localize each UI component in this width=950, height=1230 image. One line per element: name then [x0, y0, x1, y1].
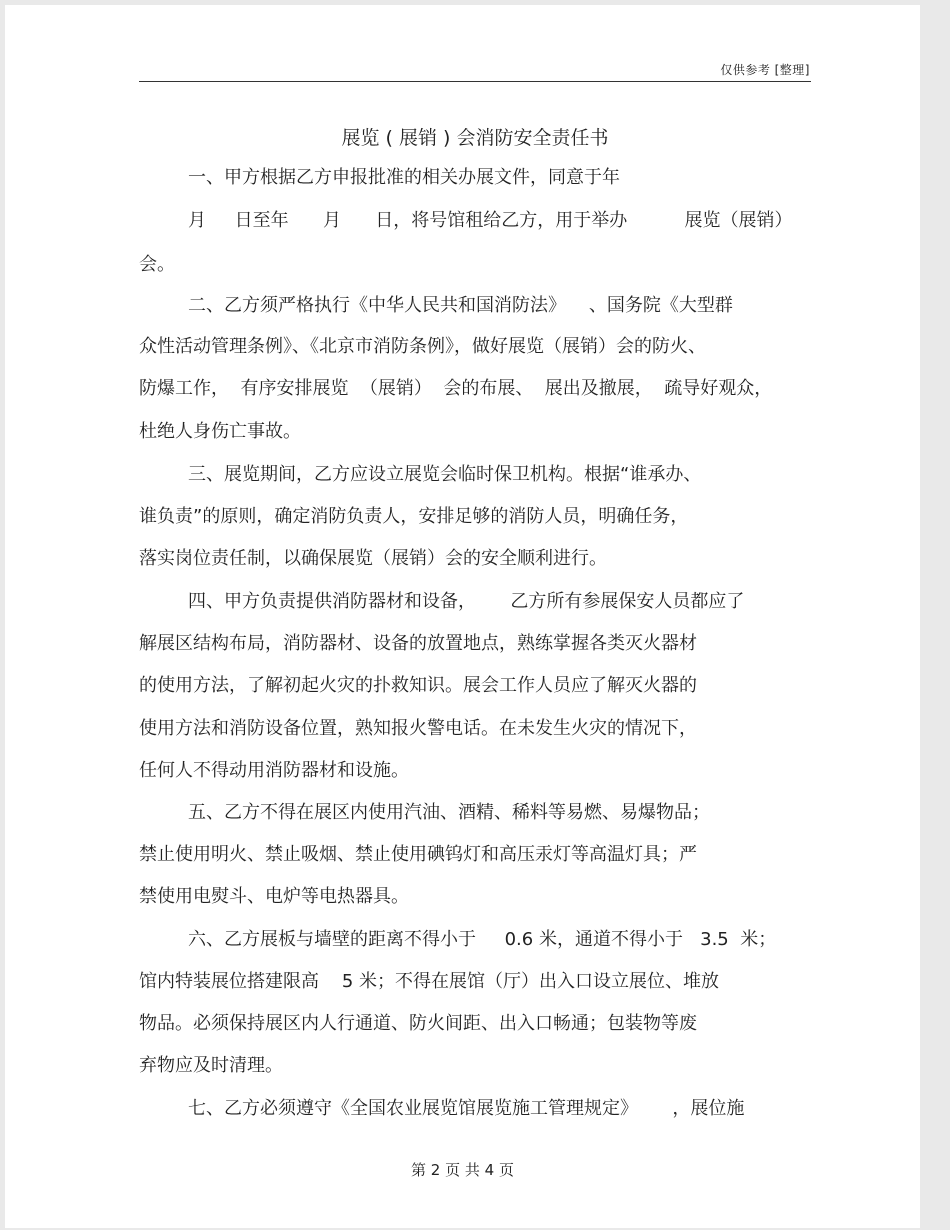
paragraph-line: 三、展览期间，乙方应设立展览会临时保卫机构。根据“谁承办、 [188, 464, 702, 485]
paragraph-line: 一、甲方根据乙方申报批准的相关办展文件，同意于年 [188, 167, 620, 188]
paragraph-line: 的使用方法，了解初起火灾的扑救知识。展会工作人员应了解灭火器的 [139, 675, 697, 696]
header-rule [139, 81, 811, 82]
paragraph-line: 七、乙方必须遵守《全国农业展览馆展览施工管理规定》 ，展位施 [188, 1098, 745, 1119]
paragraph-line: 四、甲方负责提供消防器材和设备， 乙方所有参展保安人员都应了 [188, 591, 745, 612]
paragraph-line: 会。 [139, 254, 175, 275]
paragraph-line: 谁负责”的原则，确定消防负责人，安排足够的消防人员，明确任务， [139, 506, 689, 527]
document-page [5, 5, 920, 1228]
paragraph-line: 众性活动管理条例》、《北京市消防条例》，做好展览（展销）会的防火、 [139, 336, 706, 357]
page-number: 第 2 页 共 4 页 [411, 1161, 514, 1179]
paragraph-line: 二、乙方须严格执行《中华人民共和国消防法》 、国务院《大型群 [188, 295, 733, 316]
paragraph-line: 五、乙方不得在展区内使用汽油、酒精、稀料等易燃、易爆物品； [188, 802, 710, 823]
paragraph-line: 馆内特装展位搭建限高 5 米；不得在展馆（厅）出入口设立展位、堆放 [139, 971, 720, 992]
paragraph-line: 禁止使用明火、禁止吸烟、禁止使用碘钨灯和高压汞灯等高温灯具；严 [139, 844, 697, 865]
paragraph-line: 弃物应及时清理。 [139, 1055, 283, 1076]
paragraph-line: 任何人不得动用消防器材和设施。 [139, 760, 409, 781]
paragraph-line: 解展区结构布局，消防器材、设备的放置地点，熟练掌握各类灭火器材 [139, 633, 697, 654]
document-title: 展览 ( 展销 ) 会消防安全责任书 [341, 127, 609, 149]
paragraph-line: 物品。必须保持展区内人行通道、防火间距、出入口畅通；包装物等废 [139, 1013, 697, 1034]
paragraph-line: 防爆工作， 有序安排展览 （展销） 会的布展、 展出及撤展， 疏导好观众， [139, 378, 773, 399]
paragraph-line: 月 日至年 月 日，将号馆租给乙方，用于举办 展览（展销） [188, 210, 793, 231]
paragraph-line: 六、乙方展板与墙壁的距离不得小于 0.6 米，通道不得小于 3.5 米； [188, 929, 777, 950]
paragraph-line: 落实岗位责任制，以确保展览（展销）会的安全顺利进行。 [139, 548, 607, 569]
paragraph-line: 禁使用电熨斗、电炉等电热器具。 [139, 886, 409, 907]
paragraph-line: 杜绝人身伤亡事故。 [139, 421, 301, 442]
header-label: 仅供参考 [整理] [720, 63, 810, 77]
paragraph-line: 使用方法和消防设备位置，熟知报火警电话。在未发生火灾的情况下， [139, 718, 697, 739]
